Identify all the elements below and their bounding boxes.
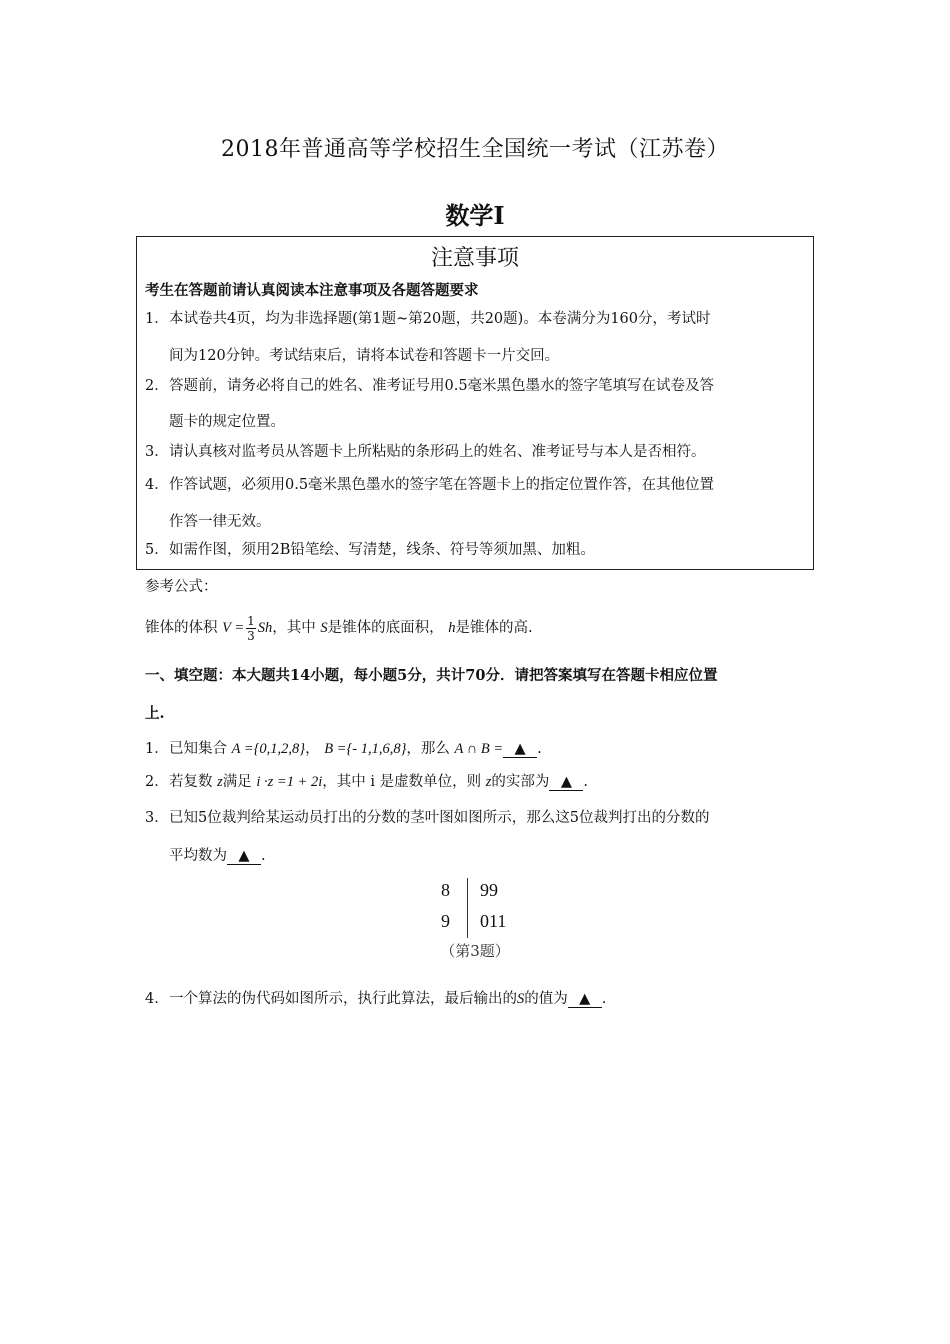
q1-mid: ，那么	[406, 741, 450, 757]
section1-heading-cont: 上.	[145, 705, 165, 722]
q4-end: .	[601, 991, 607, 1007]
notice-item-3	[145, 442, 706, 462]
notice-item-4-cont: 作答一律无效。	[169, 514, 271, 530]
notice-box	[136, 236, 814, 570]
notice-intro: 考生在答题前请认真阅读本注意事项及各题答题要求	[145, 282, 479, 299]
question-number: 2．	[145, 774, 169, 790]
notice-item-1	[145, 309, 711, 329]
notice-item-number: 4．	[145, 477, 169, 493]
notice-item-number: 1．	[145, 311, 169, 327]
formula-suffix: 是锥体的高.	[455, 620, 533, 636]
stem-9: 9	[441, 911, 450, 931]
figure-caption: （第3题）	[440, 942, 510, 960]
exam-title: 2018年普通高等学校招生全国统一考试（江苏卷）	[221, 137, 729, 162]
question-1	[145, 737, 542, 758]
q1-prefix: 已知集合	[169, 741, 227, 757]
notice-item-text: 作答试题，必须用0.5毫米黑色墨水的签字笔在答题卡上的指定位置作答，在其他位置	[169, 477, 715, 493]
formula-fraction	[246, 614, 256, 643]
reference-formula	[145, 610, 533, 646]
answer-blank[interactable]: ▲	[568, 991, 602, 1008]
notice-item-4	[145, 475, 714, 495]
formula-mid2: 是锥体的底面积，	[327, 620, 444, 636]
notice-item-text: 请认真核对监考员从答题卡上所粘贴的条形码上的姓名、准考证号与本人是否相符。	[169, 444, 706, 460]
notice-item-text: 答题前，请务必将自己的姓名、准考证号用0.5毫米黑色墨水的签字笔填写在试卷及答	[169, 378, 715, 394]
notice-item-2-cont: 题卡的规定位置。	[169, 414, 285, 430]
var-s: S	[320, 620, 328, 636]
formula-prefix: 锥体的体积	[145, 620, 218, 636]
q1-end: .	[537, 741, 542, 757]
q4-var-s: S	[517, 991, 525, 1007]
q1-sep: ，	[305, 741, 320, 757]
q3-end: .	[261, 848, 266, 864]
reference-label: 参考公式：	[145, 579, 218, 595]
notice-item-2	[145, 376, 714, 396]
q4-mid: 的值为	[524, 991, 568, 1007]
question-2	[145, 770, 588, 791]
notice-item-5	[145, 540, 595, 560]
q3-prefix: 平均数为	[169, 848, 227, 864]
section1-heading: 一、填空题：本大题共14小题，每小题5分，共计70分．请把答案填写在答题卡相应位置	[145, 667, 718, 684]
stem-leaf-divider	[467, 878, 468, 938]
question-number: 1．	[145, 741, 169, 757]
question-number: 3．	[145, 810, 169, 826]
question-4	[145, 987, 606, 1008]
notice-item-number: 2．	[145, 378, 169, 394]
q4-prefix: 一个算法的伪代码如图所示，执行此算法，最后输出的	[169, 991, 517, 1007]
var-h: h	[448, 620, 456, 636]
notice-item-number: 3．	[145, 444, 169, 460]
answer-blank[interactable]: ▲	[549, 774, 583, 791]
q1-expr: A ∩ B =	[454, 741, 504, 757]
notice-item-text: 如需作图，须用2B铅笔绘、写清楚，线条、符号等须加黑、加粗。	[169, 542, 595, 558]
notice-item-1-cont: 间为120分钟。考试结束后，请将本试卷和答题卡一片交回。	[169, 348, 560, 364]
question-number: 4．	[145, 991, 169, 1007]
fraction-numerator: 1	[247, 613, 255, 628]
notice-item-number: 5．	[145, 542, 169, 558]
stem-8: 8	[441, 880, 450, 900]
q2-end: .	[583, 774, 589, 790]
q2-mid2: ，其中 i 是虚数单位，则	[322, 774, 482, 790]
leaves-9: 011	[480, 911, 507, 931]
subject-title: 数学Ⅰ	[445, 201, 505, 230]
formula-rhs: Sh	[257, 620, 273, 636]
fraction-denominator: 3	[247, 628, 255, 643]
q2-expr: i ·z =1 + 2i	[256, 774, 323, 790]
answer-blank[interactable]: ▲	[503, 741, 537, 758]
q2-prefix: 若复数	[169, 774, 213, 790]
formula-mid: ，其中	[272, 620, 316, 636]
question-3-cont	[169, 844, 266, 865]
question-3	[145, 806, 709, 827]
q2-mid1: 满足	[222, 774, 252, 790]
q1-set-b: B ={- 1,1,6,8}	[324, 741, 407, 757]
q1-set-a: A ={0,1,2,8}	[231, 741, 306, 757]
q2-var-z: z	[217, 774, 223, 790]
q2-mid3: 的实部为	[491, 774, 550, 790]
q2-var-z2: z	[485, 774, 492, 790]
answer-blank[interactable]: ▲	[227, 848, 261, 865]
q3-text: 已知5位裁判给某运动员打出的分数的茎叶图如图所示，那么这5位裁判打出的分数的	[169, 810, 710, 826]
notice-title: 注意事项	[430, 246, 519, 271]
formula-lhs: V =	[222, 620, 245, 636]
notice-item-text: 本试卷共4页，均为非选择题(第1题~第20题，共20题)。本卷满分为160分，考试时	[169, 311, 711, 327]
leaves-8: 99	[480, 880, 498, 900]
